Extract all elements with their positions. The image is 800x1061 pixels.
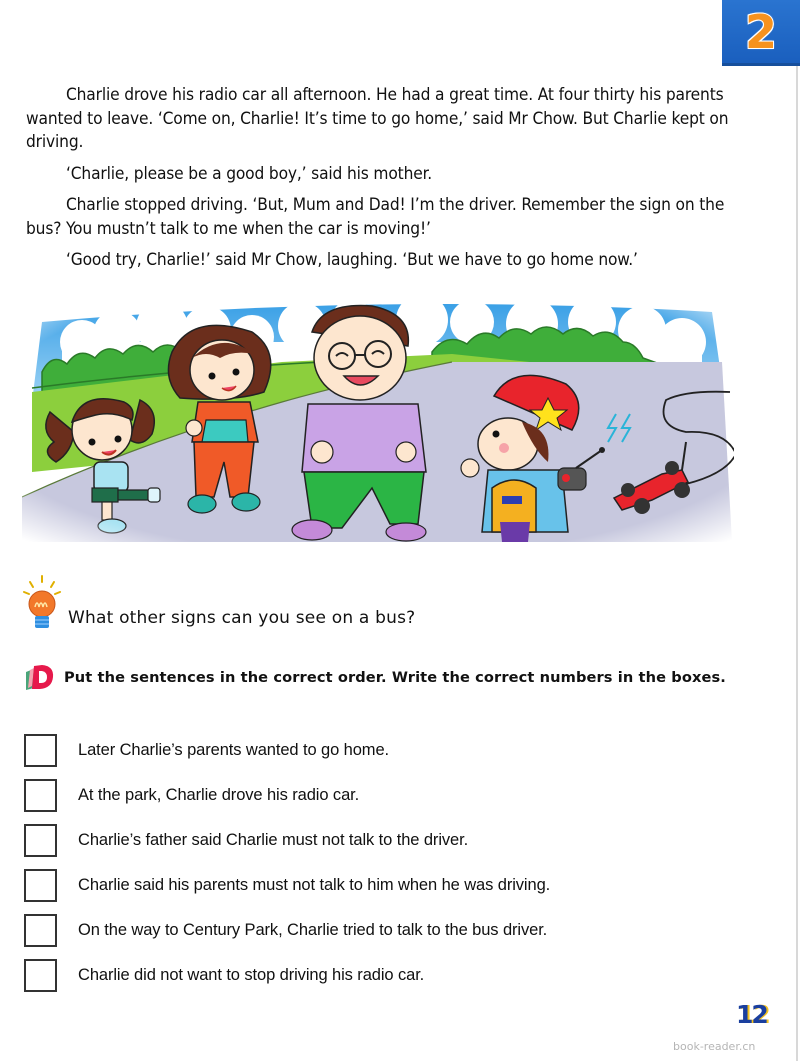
sentence-text: At the park, Charlie drove his radio car. (78, 786, 360, 804)
answer-box-4[interactable] (24, 869, 57, 902)
story-paragraph: Charlie drove his radio car all afternoon. He had a great time. At four thirty his parents wanted to leave. ‘Come on, Charlie! It’s time to go home,’ said Mr Chow. But Charlie kept on driving. (26, 85, 729, 152)
instruction-text: Put the sentences in the correct order. Write the correct numbers in the boxes. (64, 668, 726, 686)
exercise-instruction (22, 662, 726, 692)
answer-box-2[interactable] (24, 779, 57, 812)
list-item (24, 773, 724, 818)
sentence-text: Later Charlie’s parents wanted to go home. (78, 741, 390, 759)
list-item (24, 908, 724, 953)
answer-box-5[interactable] (24, 914, 57, 947)
think-question: What other signs can you see on a bus? (68, 608, 416, 628)
think-prompt (22, 574, 415, 638)
page-edge-rule (796, 62, 798, 1061)
story-paragraph: ‘Charlie, please be a good boy,’ said his mother. (66, 163, 432, 184)
list-item (24, 863, 724, 908)
sentence-text: Charlie said his parents must not talk to him when he was driving. (78, 876, 551, 894)
lightbulb-icon (22, 574, 62, 638)
story-illustration (22, 292, 734, 542)
letter-d-icon (22, 662, 58, 692)
unit-number: 2 (744, 4, 777, 59)
unit-badge (722, 0, 800, 66)
sentence-text: Charlie’s father said Charlie must not talk to the driver. (78, 831, 469, 849)
page-number: 12 (736, 1000, 767, 1029)
sentence-text: On the way to Century Park, Charlie tried to talk to the bus driver. (78, 921, 548, 939)
story-paragraph: ‘Good try, Charlie!’ said Mr Chow, laughing. ‘But we have to go home now.’ (66, 250, 638, 270)
answer-box-1[interactable] (24, 734, 57, 767)
story-text (26, 84, 746, 281)
sentence-text: Charlie did not want to stop driving his radio car. (78, 966, 425, 984)
ordering-exercise (24, 728, 724, 998)
watermark: book-reader.cn (673, 1040, 756, 1053)
list-item (24, 953, 724, 998)
answer-box-6[interactable] (24, 959, 57, 992)
story-paragraph: Charlie stopped driving. ‘But, Mum and Dad! I’m the driver. Remember the sign on the bus? You mustn’t talk to me when the car is moving!’ (26, 195, 725, 239)
answer-box-3[interactable] (24, 824, 57, 857)
list-item (24, 818, 724, 863)
list-item (24, 728, 724, 773)
